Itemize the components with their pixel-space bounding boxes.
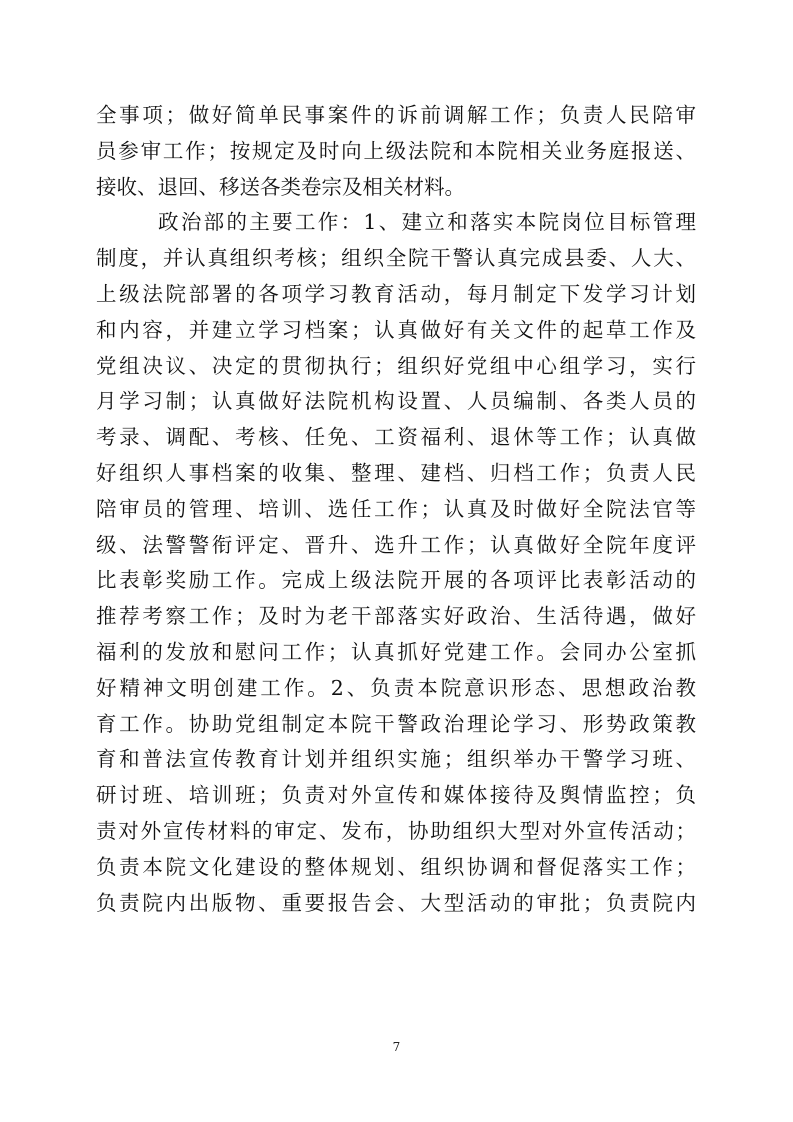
text-line: 制度，并认真组织考核；组织全院干警认真完成县委、人大、 — [96, 246, 696, 271]
text-line: 党组决议、决定的贯彻执行；组织好党组中心组学习，实行 — [96, 353, 696, 378]
text-line: 比表彰奖励工作。完成上级法院开展的各项评比表彰活动的 — [96, 568, 696, 593]
text-line: 考录、调配、考核、任免、工资福利、退休等工作；认真做 — [96, 425, 696, 450]
text-line: 上级法院部署的各项学习教育活动，每月制定下发学习计划 — [96, 281, 696, 306]
text-line: 福利的发放和慰问工作；认真抓好党建工作。会同办公室抓 — [96, 639, 696, 664]
text-line: 和内容，并建立学习档案；认真做好有关文件的起草工作及 — [96, 317, 696, 342]
text-line: 陪审员的管理、培训、选任工作；认真及时做好全院法官等 — [96, 496, 696, 521]
text-line: 育和普法宣传教育计划并组织实施；组织举办干警学习班、 — [96, 747, 696, 772]
text-line: 政治部的主要工作：1、建立和落实本院岗位目标管理 — [158, 210, 696, 235]
text-line: 负责院内出版物、重要报告会、大型活动的审批；负责院内 — [96, 890, 696, 915]
text-line: 责对外宣传材料的审定、发布，协助组织大型对外宣传活动； — [96, 818, 696, 843]
body-text — [96, 98, 696, 921]
text-line: 好精神文明创建工作。2、负责本院意识形态、思想政治教 — [96, 675, 696, 700]
text-line: 研讨班、培训班；负责对外宣传和媒体接待及舆情监控；负 — [96, 783, 696, 808]
text-line: 负责本院文化建设的整体规划、组织协调和督促落实工作； — [96, 854, 696, 879]
page-number: 7 — [392, 1040, 401, 1054]
text-line: 推荐考察工作；及时为老干部落实好政治、生活待遇，做好 — [96, 604, 696, 629]
paragraph — [96, 205, 696, 921]
text-line: 月学习制；认真做好法院机构设置、人员编制、各类人员的 — [96, 389, 696, 414]
text-line: 好组织人事档案的收集、整理、建档、归档工作；负责人民 — [96, 460, 696, 485]
text-line: 育工作。协助党组制定本院干警政治理论学习、形势政策教 — [96, 711, 696, 736]
text-line: 接收、退回、移送各类卷宗及相关材料。 — [96, 174, 465, 199]
text-line: 员参审工作；按规定及时向上级法院和本院相关业务庭报送、 — [96, 138, 696, 163]
text-line: 全事项；做好简单民事案件的诉前调解工作；负责人民陪审 — [96, 103, 696, 127]
text-line: 级、法警警衔评定、晋升、选升工作；认真做好全院年度评 — [96, 532, 696, 557]
paragraph — [96, 98, 696, 205]
